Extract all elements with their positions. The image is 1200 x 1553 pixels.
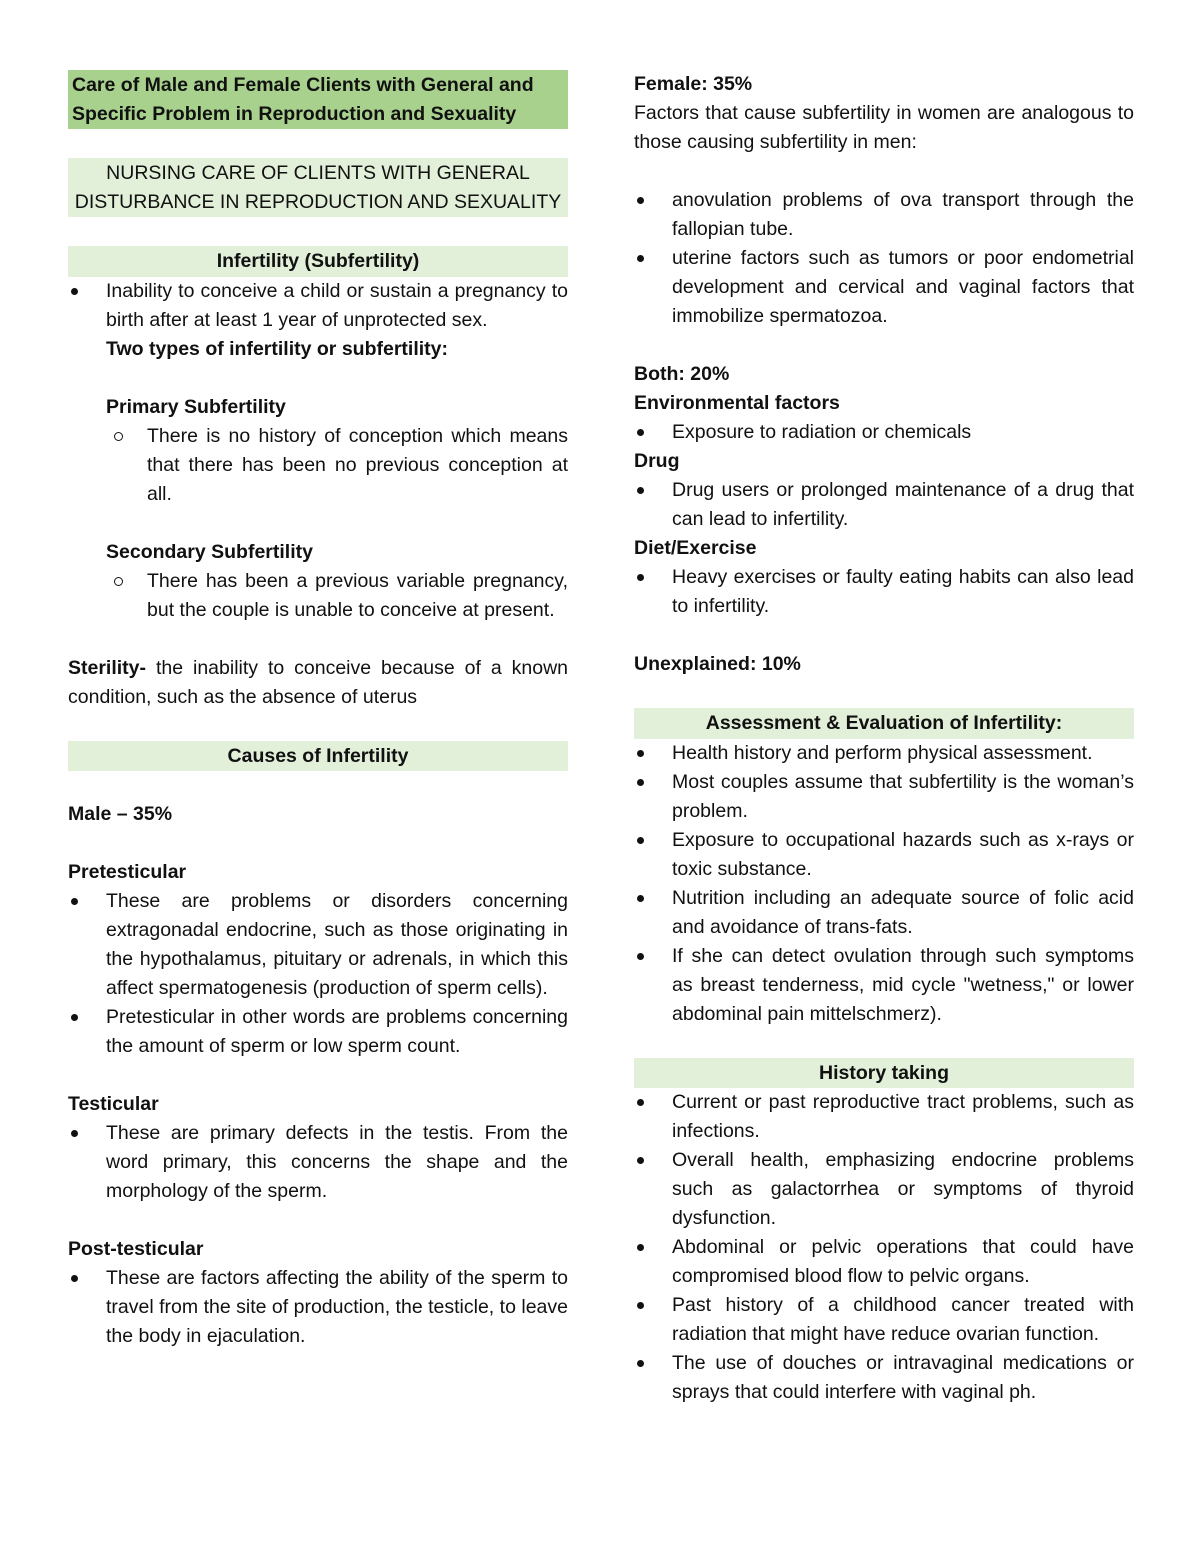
- assessment-list: [634, 739, 1134, 1029]
- infertility-list: [68, 277, 568, 335]
- testicular-list: [68, 1119, 568, 1206]
- history-list: [634, 1088, 1134, 1407]
- list-item: Exposure to radiation or chemicals: [634, 418, 1134, 447]
- both-label: Both: 20%: [634, 363, 730, 385]
- female-label: Female: 35%: [634, 73, 753, 95]
- list-item: These are factors affecting the ability of the sperm to travel from the site of production, the testicle, to leave the body in ejaculation.: [68, 1264, 568, 1351]
- primary-heading: Primary Subfertility: [106, 395, 286, 418]
- two-types-label: Two types of infertility or subfertility:: [106, 337, 448, 360]
- sterility-label: Sterility-: [68, 656, 147, 679]
- environmental-heading: Environmental factors: [634, 392, 840, 414]
- sterility-paragraph: [68, 654, 568, 712]
- environmental-list: [634, 418, 1134, 447]
- list-item: anovulation problems of ova transport through the fallopian tube.: [634, 186, 1134, 244]
- section-subtitle: NURSING CARE OF CLIENTS WITH GENERAL DISTURBANCE IN REPRODUCTION AND SEXUALITY: [68, 158, 568, 217]
- posttesticular-heading: Post-testicular: [68, 1238, 204, 1260]
- list-item: Pretesticular in other words are problems concerning the amount of sperm or low sperm count.: [68, 1003, 568, 1061]
- diet-heading: Diet/Exercise: [634, 537, 757, 559]
- testicular-heading: Testicular: [68, 1093, 159, 1115]
- list-item: Nutrition including an adequate source of folic acid and avoidance of trans-fats.: [634, 884, 1134, 942]
- male-label: Male – 35%: [68, 803, 173, 825]
- female-intro: Factors that cause subfertility in women are analogous to those causing subfertility in men:: [634, 102, 1134, 153]
- sterility-text: the inability to conceive because of a known condition, such as the absence of uterus: [68, 656, 568, 708]
- list-item: These are primary defects in the testis. From the word primary, this concerns the shape and the morphology of the sperm.: [68, 1119, 568, 1206]
- list-item: Inability to conceive a child or sustain a pregnancy to birth after at least 1 year of unprotected sex.: [68, 277, 568, 335]
- drug-list: [634, 476, 1134, 534]
- list-item: The use of douches or intravaginal medications or sprays that could interfere with vaginal ph.: [634, 1349, 1134, 1407]
- left-column: [68, 70, 568, 1351]
- list-item: Current or past reproductive tract problems, such as infections.: [634, 1088, 1134, 1146]
- document-title: Care of Male and Female Clients with General and Specific Problem in Reproduction and Sexuality: [68, 70, 568, 129]
- secondary-text: There has been a previous variable pregnancy, but the couple is unable to conceive at present.: [68, 567, 568, 625]
- list-item: Drug users or prolonged maintenance of a drug that can lead to infertility.: [634, 476, 1134, 534]
- list-item: Health history and perform physical assessment.: [634, 739, 1134, 768]
- pretesticular-heading: Pretesticular: [68, 861, 187, 883]
- drug-heading: Drug: [634, 450, 680, 472]
- list-item: uterine factors such as tumors or poor endometrial development and cervical and vaginal factors that immobilize spermatozoa.: [634, 244, 1134, 331]
- secondary-heading: Secondary Subfertility: [106, 540, 313, 563]
- list-item: Most couples assume that subfertility is the woman’s problem.: [634, 768, 1134, 826]
- list-item: Past history of a childhood cancer treated with radiation that might have reduce ovarian function.: [634, 1291, 1134, 1349]
- list-item: If she can detect ovulation through such symptoms as breast tenderness, mid cycle "wetness," or lower abdominal pain mittelschmerz).: [634, 942, 1134, 1029]
- unexplained-label: Unexplained: 10%: [634, 653, 801, 675]
- list-item: These are problems or disorders concerning extragonadal endocrine, such as those originating in the hypothalamus, pituitary or adrenals, in which this affect spermatogenesis (production of sperm cells).: [68, 887, 568, 1003]
- list-item: Heavy exercises or faulty eating habits can also lead to infertility.: [634, 563, 1134, 621]
- assessment-heading: Assessment & Evaluation of Infertility:: [634, 708, 1134, 739]
- pretesticular-list: [68, 887, 568, 1061]
- primary-text: There is no history of conception which means that there has been no previous conception at all.: [68, 422, 568, 509]
- list-item: Exposure to occupational hazards such as x-rays or toxic substance.: [634, 826, 1134, 884]
- list-item: Abdominal or pelvic operations that could have compromised blood flow to pelvic organs.: [634, 1233, 1134, 1291]
- list-item: Overall health, emphasizing endocrine problems such as galactorrhea or symptoms of thyroid dysfunction.: [634, 1146, 1134, 1233]
- posttesticular-list: [68, 1264, 568, 1351]
- female-list: [634, 186, 1134, 331]
- history-heading: History taking: [634, 1058, 1134, 1089]
- diet-list: [634, 563, 1134, 621]
- infertility-heading: Infertility (Subfertility): [68, 246, 568, 277]
- right-column: [634, 70, 1134, 1407]
- causes-heading: Causes of Infertility: [68, 741, 568, 772]
